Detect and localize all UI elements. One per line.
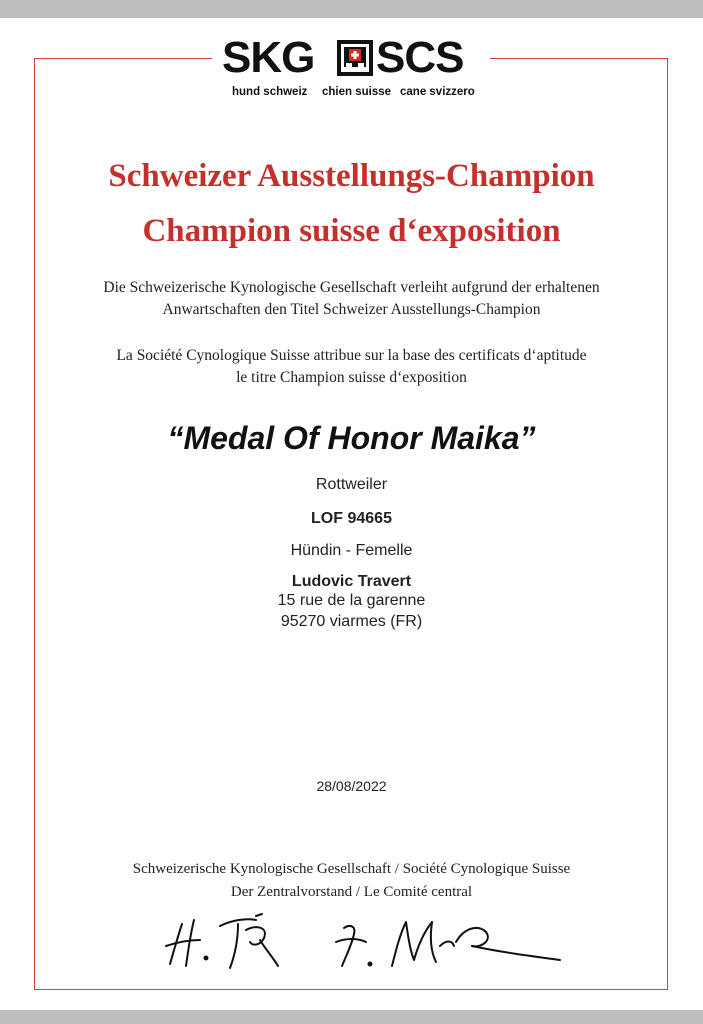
logo-skg: SKG (222, 33, 315, 82)
dog-breed: Rottweiler (315, 476, 388, 493)
intro-german (0, 277, 703, 321)
footer-committee: Der Zentralvorstand / Le Comité central (230, 884, 473, 900)
intro-german-line1: Die Schweizerische Kynologische Gesellschaft verleiht aufgrund der erhaltenen (103, 279, 600, 296)
logo-tagline-it: cane svizzero (400, 86, 475, 98)
signature-2 (336, 922, 560, 966)
intro-german-line2: Anwartschaften den Titel Schweizer Ausstellungs-Champion (162, 301, 541, 318)
signatures (160, 906, 580, 978)
dog-registration: LOF 94665 (311, 510, 392, 527)
title-german: Schweizer Ausstellungs-Champion (108, 158, 595, 194)
issue-date: 28/08/2022 (316, 778, 387, 794)
intro-french-line1: La Société Cynologique Suisse attribue sur la base des certificats d‘aptitude (116, 347, 587, 364)
certificate-page (0, 18, 703, 1010)
skg-scs-logo (212, 32, 490, 108)
dog-name: “Medal Of Honor Maika” (167, 420, 536, 456)
footer-organization: Schweizerische Kynologische Gesellschaft / Société Cynologique Suisse (132, 861, 571, 877)
intro-french-line2: le titre Champion suisse d‘exposition (236, 369, 467, 386)
owner-address-line2: 95270 viarmes (FR) (280, 613, 423, 630)
logo-scs: SCS (376, 33, 464, 82)
swiss-dog-emblem-icon (336, 38, 374, 78)
owner-address-line1: 15 rue de la garenne (277, 592, 426, 609)
logo-tagline-de: hund schweiz (232, 86, 308, 98)
owner-name: Ludovic Travert (291, 573, 412, 590)
signature-1 (166, 914, 278, 968)
dog-sex: Hündin - Femelle (290, 542, 413, 559)
title-french: Champion suisse d‘exposition (142, 213, 561, 249)
logo-tagline-fr: chien suisse (322, 86, 392, 98)
intro-french (0, 345, 703, 389)
